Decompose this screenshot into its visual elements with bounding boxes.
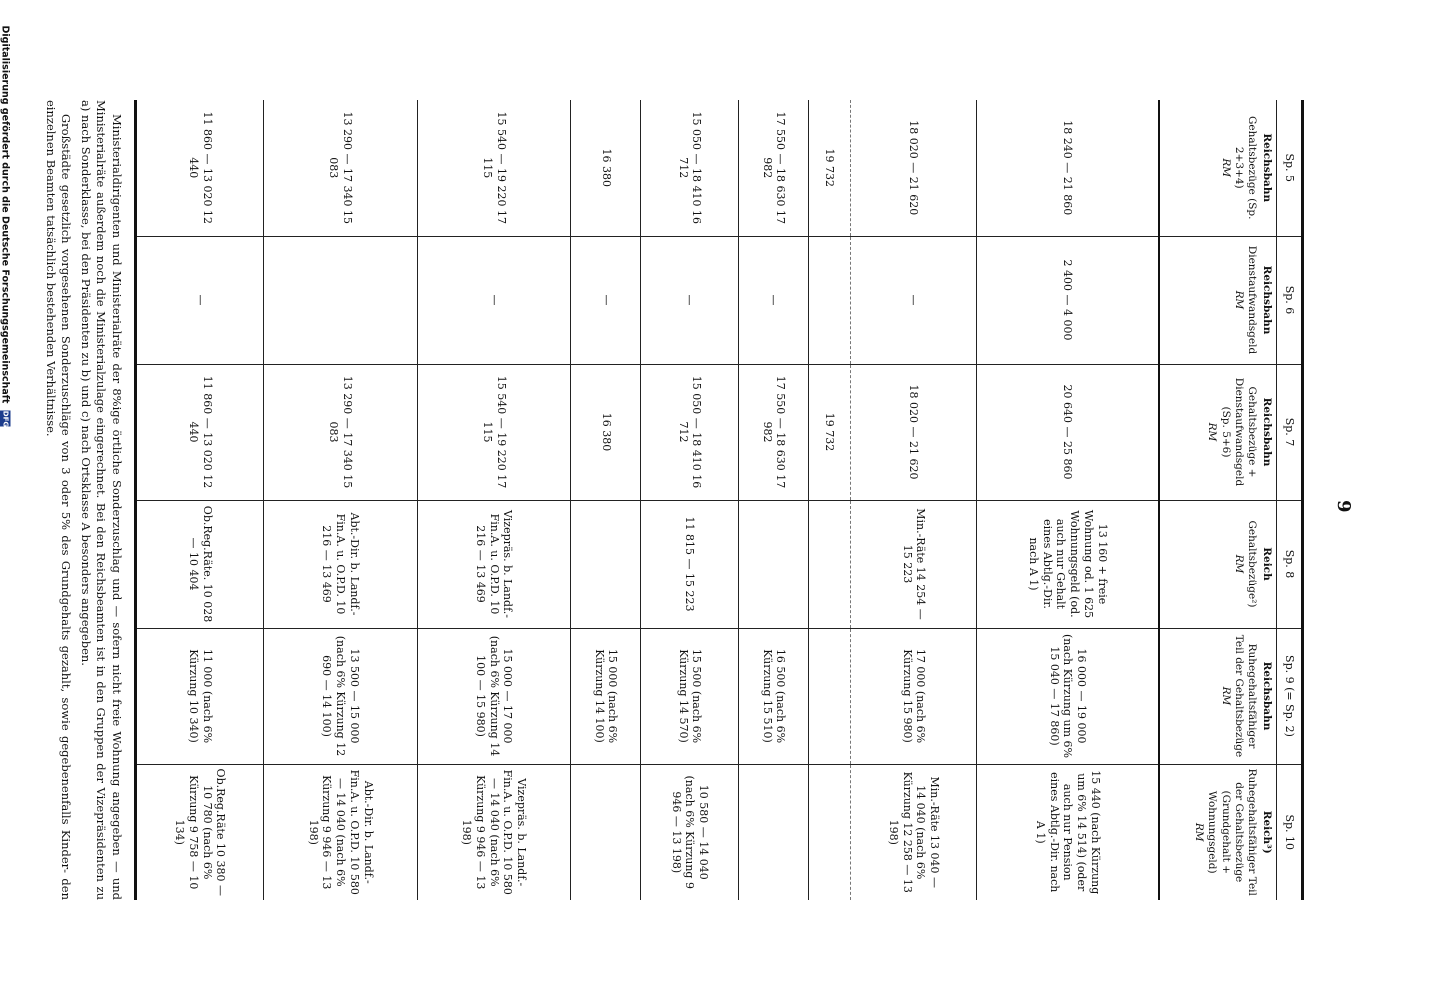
- table-cell-c8: [739, 500, 809, 628]
- column-number: Sp. 5: [1277, 100, 1303, 236]
- table-cell-c6: [809, 236, 851, 364]
- table-cell-c7: 17 550 — 18 630 17 982: [739, 364, 809, 500]
- table-cell-c9: 11 000 (nach 6% Kürzung 10 340): [136, 628, 264, 764]
- table-cell-c9: 13 500 — 15 000 (nach 6% Kürzung 12 690 — 14 100): [263, 628, 417, 764]
- table-cell-c5: 18 240 — 21 860: [976, 100, 1159, 236]
- table-cell-c6: 2 400 — 4 000: [976, 236, 1159, 364]
- table-cell-c6: —: [851, 236, 977, 364]
- table-row: [571, 100, 641, 900]
- table-cell-c8: 11 815 — 15 223: [641, 500, 739, 628]
- table-cell-c10: Ob.Reg.Räte 10 380 — 10 780 (nach 6% Kürzung 9 758 — 10 134): [136, 764, 264, 900]
- table-cell-c5: 16 380: [571, 100, 641, 236]
- table-cell-c5: 11 860 — 13 020 12 440: [136, 100, 264, 236]
- table-row: [641, 100, 739, 900]
- column-header-authority: Reichsbahn: [1261, 661, 1273, 731]
- table-cell-c9: 16 500 (nach 6% Kürzung 15 510): [739, 628, 809, 764]
- table-cell-c8: Abt.-Dir. b. Landf.-Fin.A. u. O.P.D. 10 216 — 13 469: [263, 500, 417, 628]
- table-cell-c6: —: [641, 236, 739, 364]
- table-row: [417, 100, 571, 900]
- column-header-unit: RM: [1232, 554, 1245, 574]
- table-cell-c7: 20 640 — 25 860: [976, 364, 1159, 500]
- column-header: [1159, 100, 1277, 236]
- table-cell-c9: 15 500 (nach 6% Kürzung 14 570): [641, 628, 739, 764]
- footnotes: [38, 100, 124, 900]
- column-header-authority: Reichsbahn: [1261, 265, 1273, 335]
- table-row: [809, 100, 851, 900]
- table-row: [851, 100, 977, 900]
- column-number: Sp. 9 (= Sp. 2): [1277, 628, 1303, 764]
- column-number: Sp. 7: [1277, 364, 1303, 500]
- column-header-unit: RM: [1193, 822, 1206, 842]
- table-cell-c7: 18 020 — 21 620: [851, 364, 977, 500]
- table-row: [136, 100, 264, 900]
- digitization-credit: [0, 26, 11, 976]
- table-cell-c10: 15 440 (nach Kürzung um 6% 14 514) (oder auch nur Pension eines Abtlg.-Dir. nach A 1): [976, 764, 1159, 900]
- column-header: [1159, 500, 1277, 628]
- column-number: Sp. 8: [1277, 500, 1303, 628]
- column-header-description: Gehaltsbezüge + Dienstaufwandsgeld (Sp. 5+6): [1219, 377, 1258, 487]
- footnote-2: Großstädte gesetzlich vorgesehenen Sonderzuschläge von 3 oder 5% des Grundgehalts gezahlt, sowie gegebenenfalls Kinder- den einzelnen Beamten tatsächlich bestehenden Verhältnisse.: [43, 100, 74, 900]
- column-header-description: Ruhegehaltsfähiger Teil der Gehaltsbezüge (Grundgehalt + Wohnungsgeld): [1206, 768, 1258, 896]
- column-header: [1159, 364, 1277, 500]
- table-cell-c7: 15 540 — 19 220 17 115: [417, 364, 571, 500]
- table-cell-c6: —: [417, 236, 571, 364]
- column-header: [1159, 764, 1277, 900]
- salary-table: [134, 100, 1304, 900]
- column-number: Sp. 6: [1277, 236, 1303, 364]
- table-row: [739, 100, 809, 900]
- table-cell-c8: Min.-Räte 14 254 — 15 223: [851, 500, 977, 628]
- table-cell-c10: [809, 764, 851, 900]
- dfg-logo: DFG: [1, 410, 10, 428]
- table-cell-c8: 13 160 + freie Wohnung od. 1 625 Wohnungsgeld (od. auch nur Gehalt eines Abtlg.-Dir. nach A 1): [976, 500, 1159, 628]
- credit-text: Digitalisierung gefördert durch die Deutsche Forschungsgemeinschaft: [0, 25, 11, 404]
- table-cell-c8: [571, 500, 641, 628]
- table-row: [976, 100, 1159, 900]
- table-cell-c5: 17 550 — 18 630 17 982: [739, 100, 809, 236]
- table-cell-c8: [809, 500, 851, 628]
- column-header-authority: Reichsbahn: [1261, 397, 1273, 467]
- table-cell-c7: 19 732: [809, 364, 851, 500]
- table-cell-c10: Abt.-Dir. b. Landf.-Fin.A. u. O.P.D. 10 580 — 14 040 (nach 6% Kürzung 9 946 — 13 198): [263, 764, 417, 900]
- column-header-unit: RM: [1219, 686, 1232, 706]
- column-header-description: Gehaltsbezüge²): [1245, 520, 1258, 608]
- column-number: Sp. 10: [1277, 764, 1303, 900]
- table-cell-c6: —: [739, 236, 809, 364]
- table-cell-c6: —: [136, 236, 264, 364]
- table-cell-c7: 11 860 — 13 020 12 440: [136, 364, 264, 500]
- table-cell-c6: —: [571, 236, 641, 364]
- table-cell-c5: 15 540 — 19 220 17 115: [417, 100, 571, 236]
- table-row: [263, 100, 417, 900]
- table-cell-c7: 16 380: [571, 364, 641, 500]
- column-header-unit: RM: [1219, 158, 1232, 178]
- table-cell-c9: 17 000 (nach 6% Kürzung 15 980): [851, 628, 977, 764]
- table-cell-c9: 15 000 (nach 6% Kürzung 14 100): [571, 628, 641, 764]
- table-cell-c5: 13 290 — 17 340 15 083: [263, 100, 417, 236]
- column-header-description: Dienstaufwandsgeld: [1245, 245, 1258, 355]
- table-cell-c5: 15 050 — 18 410 16 712: [641, 100, 739, 236]
- table-cell-c9: 15 000 — 17 000 (nach 6% Kürzung 14 100 — 15 980): [417, 628, 571, 764]
- column-header-unit: RM: [1206, 422, 1219, 442]
- footnote-1: Ministerialdirigenten und Ministerialräte der 8%ige örtliche Sonderzuschlag und — sofern nicht freie Wohnung angegeben — und Ministerialräte außerdem noch die Ministerialzulage eingerechnet. Bei den Reichsbeamten ist in den Gruppen der Vizepräsidenten zu a) nach Sonderklasse, bei den Präsidenten zu b) und c) nach Ortsklasse A besonders angegeben.: [78, 100, 124, 900]
- column-header-authority: Reich: [1261, 547, 1273, 581]
- table-cell-c7: 15 050 — 18 410 16 712: [641, 364, 739, 500]
- table-cell-c8: Vizepräs. b. Landf.-Fin.A. u. O.P.D. 10 216 — 13 469: [417, 500, 571, 628]
- table-cell-c9: 16 000 — 19 000 (nach Kürzung um 6% 15 040 — 17 860): [976, 628, 1159, 764]
- table-cell-c5: 19 732: [809, 100, 851, 236]
- table-cell-c5: 18 020 — 21 620: [851, 100, 977, 236]
- column-header-authority: Reichsbahn: [1261, 133, 1273, 203]
- table-cell-c10: Vizepräs. b. Landf.-Fin.A. u. O.P.D. 10 580 — 14 040 (nach 6% Kürzung 9 946 — 13 198): [417, 764, 571, 900]
- table-cell-c9: [809, 628, 851, 764]
- table-cell-c10: [739, 764, 809, 900]
- page-number: 9: [1333, 500, 1354, 513]
- column-header-unit: RM: [1232, 290, 1245, 310]
- column-header: [1159, 236, 1277, 364]
- column-header-description: Ruhegehaltsfähiger Teil der Gehaltsbezüge: [1232, 634, 1258, 758]
- column-header: [1159, 628, 1277, 764]
- table-cell-c6: [263, 236, 417, 364]
- table-cell-c8: Ob.Reg.Räte. 10 028 — 10 404: [136, 500, 264, 628]
- table-cell-c10: [571, 764, 641, 900]
- table-cell-c10: Min.-Räte 13 040 — 14 040 (nach 6% Kürzung 12 258 — 13 198): [851, 764, 977, 900]
- table-cell-c7: 13 290 — 17 340 15 083: [263, 364, 417, 500]
- column-header-authority: Reich³): [1261, 810, 1273, 854]
- column-header-description: Gehaltsbezüge (Sp. 2+3+4): [1232, 116, 1258, 220]
- table-cell-c10: 10 580 — 14 040 (nach 6% Kürzung 9 946 — 13 198): [641, 764, 739, 900]
